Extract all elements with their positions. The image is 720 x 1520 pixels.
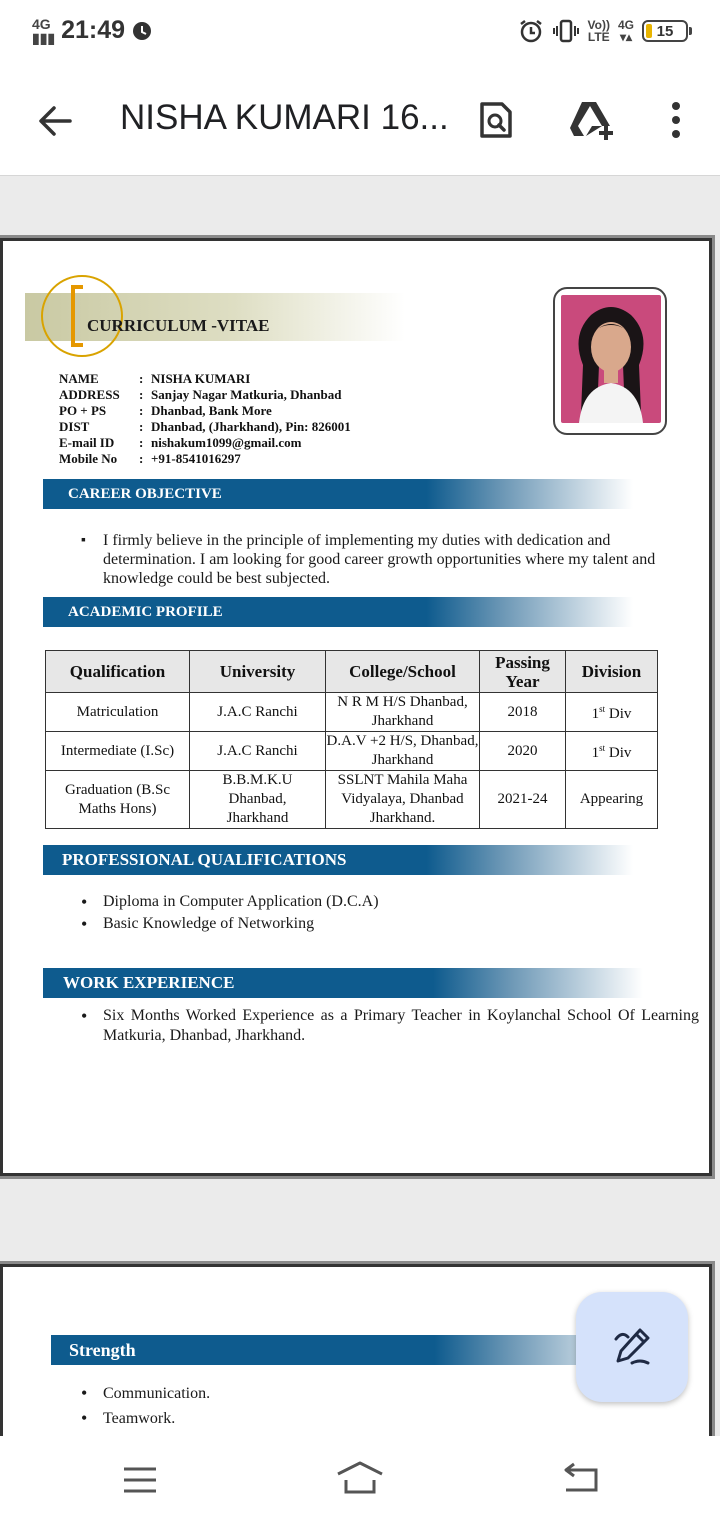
academic-table	[45, 650, 658, 829]
column-header: Division	[566, 651, 658, 693]
detail-value: Sanjay Nagar Matkuria, Dhanbad	[151, 387, 342, 402]
detail-label: NAME	[59, 371, 99, 386]
professional-list	[81, 891, 641, 935]
strength-list	[81, 1381, 210, 1431]
back-arrow-icon[interactable]	[34, 100, 76, 142]
document-page-1	[0, 238, 712, 1176]
network-type: 4G	[32, 15, 51, 32]
table-cell: Intermediate (I.Sc)	[46, 732, 190, 771]
status-bar	[0, 0, 720, 64]
table-cell: 2018	[480, 693, 566, 732]
detail-label: DIST	[59, 419, 90, 434]
detail-row-dist: DIST : Dhanbad, (Jharkhand), Pin: 826001	[59, 419, 351, 434]
volte-label: Vo))	[587, 18, 610, 32]
alarm-dot-icon	[131, 20, 153, 42]
profile-photo	[561, 295, 661, 423]
table-header-row	[46, 651, 658, 693]
edit-pen-icon	[610, 1325, 654, 1369]
detail-value: Dhanbad, Bank More	[151, 403, 272, 418]
table-cell: B.B.M.K.U Dhanbad, Jharkhand	[190, 771, 326, 829]
table-cell: SSLNT Mahila Maha Vidyalaya, Dhanbad Jharkhand.	[326, 771, 480, 829]
table-cell: Graduation (B.Sc Maths Hons)	[46, 771, 190, 829]
table-row	[46, 771, 658, 829]
table-cell: 1st Div	[566, 732, 658, 771]
search-document-icon[interactable]	[474, 98, 518, 142]
table-cell: 2020	[480, 732, 566, 771]
detail-value: NISHA KUMARI	[151, 371, 251, 386]
work-experience-heading: WORK EXPERIENCE	[43, 968, 643, 998]
career-objective-list	[81, 531, 681, 588]
list-item: • Six Months Worked Experience as a Primary Teacher in Koylanchal School Of Learning Matkuria, Dhanbad, Jharkhand.	[81, 1006, 699, 1046]
table-cell: Matriculation	[46, 693, 190, 732]
volte-indicator	[588, 19, 610, 43]
column-header: University	[190, 651, 326, 693]
app-bar	[0, 64, 720, 176]
lte-label: LTE	[587, 30, 610, 44]
network-right-label: 4G	[617, 18, 634, 32]
detail-value: nishakum1099@gmail.com	[151, 435, 302, 450]
table-cell: Appearing	[566, 771, 658, 829]
detail-label: ADDRESS	[59, 387, 120, 402]
detail-row-email: E-mail ID : nishakum1099@gmail.com	[59, 435, 302, 450]
network-indicator: 4G ▾▴	[617, 18, 634, 44]
table-cell: N R M H/S Dhanbad, Jharkhand	[326, 693, 480, 732]
strength-heading: Strength	[51, 1335, 641, 1365]
table-cell: D.A.V +2 H/S, Dhanbad, Jharkhand	[326, 732, 480, 771]
detail-label: Mobile No	[59, 451, 118, 466]
recent-apps-icon[interactable]	[122, 1466, 158, 1494]
document-title: NISHA KUMARI 16...	[120, 98, 449, 137]
detail-row-address: ADDRESS : Sanjay Nagar Matkuria, Dhanbad	[59, 387, 342, 402]
list-item: • Diploma in Computer Application (D.C.A)	[81, 891, 641, 913]
signal-icon: 4G ▮▮▮	[32, 15, 56, 46]
add-to-drive-icon[interactable]	[568, 98, 618, 142]
table-cell: J.A.C Ranchi	[190, 732, 326, 771]
list-item: • Teamwork.	[81, 1406, 210, 1431]
cv-title: CURRICULUM -VITAE	[87, 316, 270, 335]
profile-photo-frame	[553, 287, 667, 435]
battery-level: 15	[656, 22, 674, 40]
battery-icon	[642, 20, 688, 42]
detail-value: +91-8541016297	[151, 451, 241, 466]
list-item: • Basic Knowledge of Networking	[81, 913, 641, 935]
professional-qualifications-heading: PROFESSIONAL QUALIFICATIONS	[43, 845, 633, 875]
detail-label: E-mail ID	[59, 435, 115, 450]
list-item: ▪ I firmly believe in the principle of implementing my duties with dedication and determination. I am looking for good career growth opportunities where my talent and knowledge could be best subjected.	[81, 531, 681, 588]
alarm-icon	[518, 18, 544, 44]
detail-value: Dhanbad, (Jharkhand), Pin: 826001	[151, 419, 351, 434]
detail-row-name: NAME : NISHA KUMARI	[59, 371, 251, 386]
column-header: College/School	[326, 651, 480, 693]
list-item: • Communication.	[81, 1381, 210, 1406]
more-options-icon[interactable]	[664, 98, 688, 142]
academic-profile-heading: ACADEMIC PROFILE	[43, 597, 633, 627]
career-objective-heading: CAREER OBJECTIVE	[43, 479, 633, 509]
table-row	[46, 732, 658, 771]
vibrate-icon	[552, 18, 580, 44]
cv-header-bracket	[71, 285, 83, 347]
person-portrait-icon	[561, 295, 661, 423]
personal-details	[59, 371, 351, 467]
clock: 21:49	[61, 16, 126, 44]
back-nav-icon[interactable]	[560, 1462, 598, 1494]
table-row	[46, 693, 658, 732]
table-cell: 1st Div	[566, 693, 658, 732]
home-icon[interactable]	[336, 1460, 384, 1494]
column-header: Passing Year	[480, 651, 566, 693]
work-experience-list	[81, 1006, 699, 1046]
detail-row-po-ps: PO + PS : Dhanbad, Bank More	[59, 403, 272, 418]
system-nav-bar	[0, 1436, 720, 1520]
detail-label: PO + PS	[59, 403, 107, 418]
column-header: Qualification	[46, 651, 190, 693]
detail-row-mobile: Mobile No : +91-8541016297	[59, 451, 241, 466]
table-cell: 2021-24	[480, 771, 566, 829]
table-cell: J.A.C Ranchi	[190, 693, 326, 732]
edit-fab-button[interactable]	[576, 1292, 688, 1402]
